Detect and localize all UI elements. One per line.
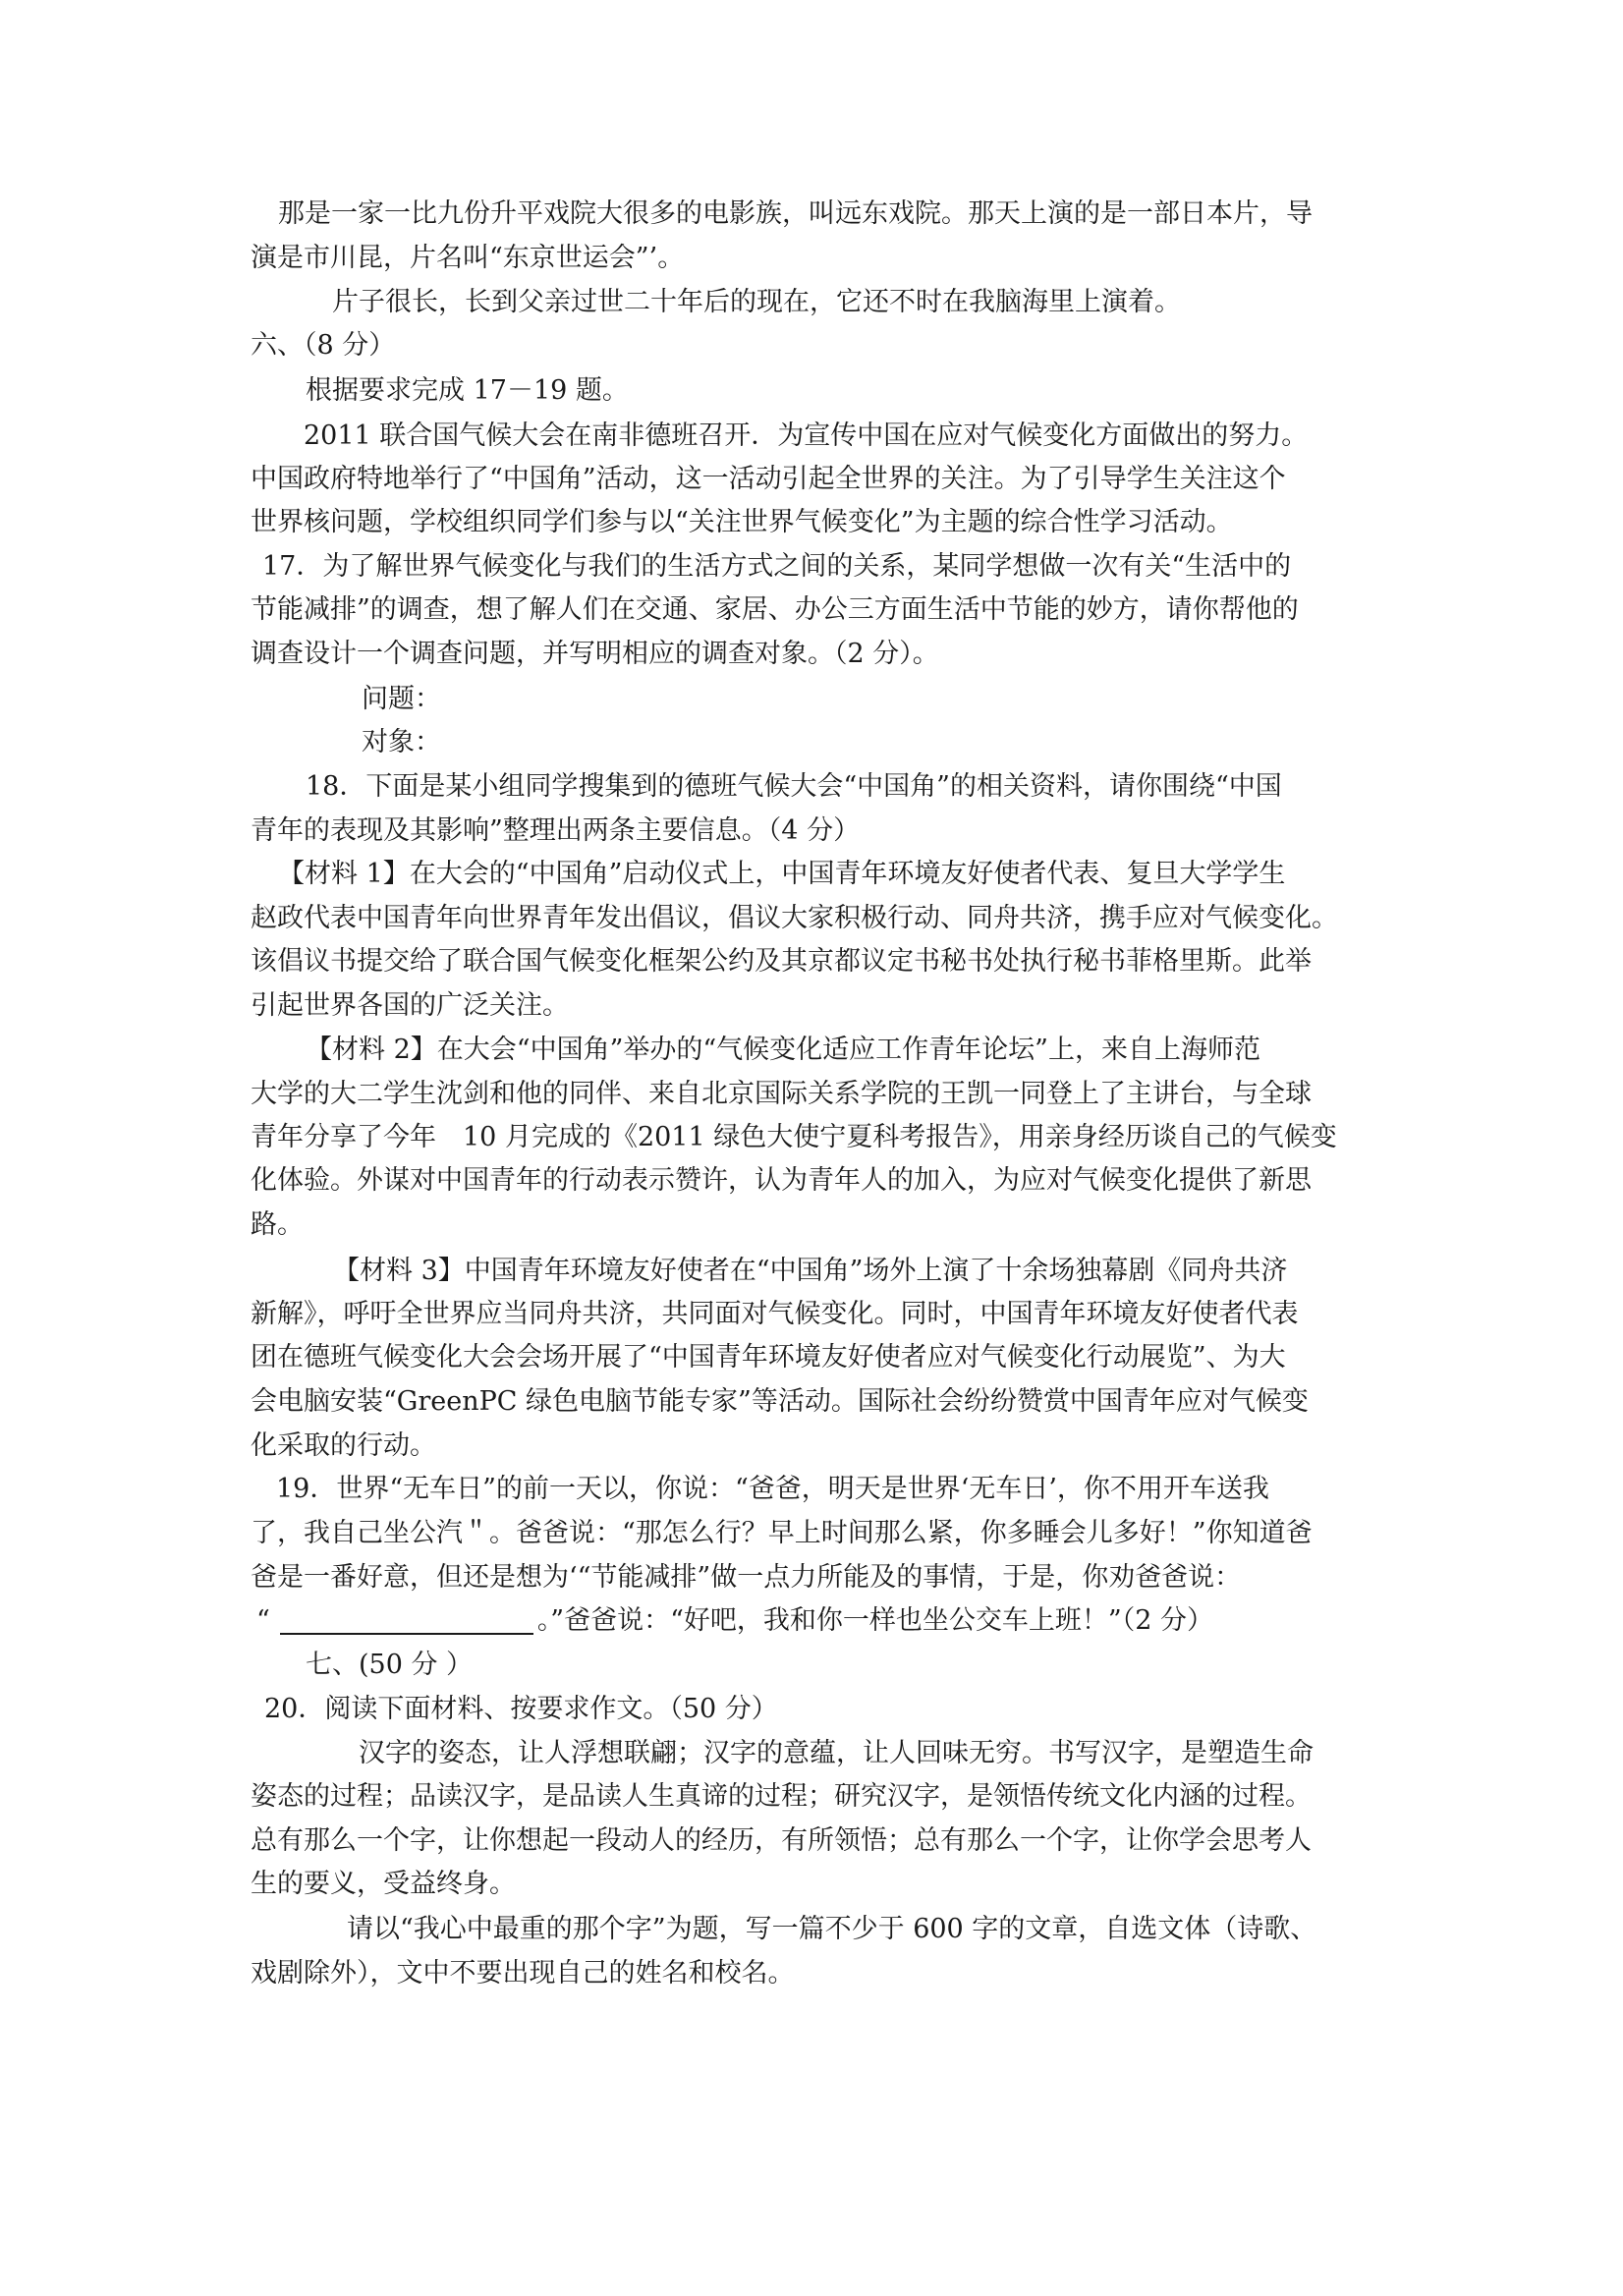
paragraph-line: 大学的大二学生沈剑和他的同伴、来自北京国际关系学院的王凯一同登上了主讲台，与全球 (251, 1079, 1312, 1109)
paragraph-line: 团在德班气候变化大会会场开展了“中国青年环境友好使者应对气候变化行动展览”、为大 (251, 1342, 1286, 1372)
paragraph-line: 演是市川昆，片名叫“东京世运会”’。 (251, 243, 685, 273)
open-quote: “ (256, 1605, 270, 1636)
paragraph-line: 生的要义，受益终身。 (251, 1869, 516, 1899)
question-20: 20．阅读下面材料、按要求作文。（50 分） (264, 1694, 778, 1724)
paragraph-line: 片子很长，长到父亲过世二十年后的现在，它还不时在我脑海里上演着。 (332, 287, 1181, 317)
paragraph-line: 那是一家一比九份升平戏院大很多的电影族，叫远东戏院。那天上演的是一部日本片，导 (278, 198, 1313, 229)
paragraph-line: 总有那么一个字，让你想起一段动人的经历，有所领悟；总有那么一个字，让你学会思考人 (251, 1825, 1312, 1856)
material-3: 【材料 3】中国青年环境友好使者在“中国角”场外上演了十余场独幕剧《同舟共济 (333, 1256, 1288, 1286)
paragraph-line: 赵政代表中国青年向世界青年发出倡议，倡议大家积极行动、同舟共济，携手应对气候变化。 (251, 903, 1338, 933)
paragraph-line: 化体验。外谋对中国青年的行动表示赞许，认为青年人的加入，为应对气候变化提供了新思 (251, 1165, 1312, 1196)
question-17: 17．为了解世界气候变化与我们的生活方式之间的关系，某同学想做一次有关“生活中的 (262, 551, 1292, 582)
paragraph-line: 该倡议书提交给了联合国气候变化框架公约及其京都议定书秘书处执行秘书菲格里斯。此举 (251, 946, 1312, 977)
paragraph-line: 爸是一番好意，但还是想为‘“节能减排”做一点力所能及的事情，于是，你劝爸爸说： (251, 1562, 1242, 1593)
section-heading: 六、（8 分） (251, 330, 396, 361)
answer-label-object: 对象： (362, 727, 441, 757)
paragraph-line: 新解》，呼吁全世界应当同舟共济，共同面对气候变化。同时，中国青年环境友好使者代表 (251, 1299, 1299, 1329)
material-1: 【材料 1】在大会的“中国角”启动仪式上，中国青年环境友好使者代表、复旦大学学生 (278, 859, 1286, 889)
paragraph-line: 了，我自己坐公汽＂。爸爸说：“那怎么行？早上时间那么紧，你多睡会儿多好！”你知道爸 (251, 1518, 1313, 1548)
question-19: 19．世界“无车日”的前一天以，你说：“爸爸，明天是世界‘无车日’，你不用开车送我 (276, 1474, 1269, 1504)
paragraph-line: 汉字的姿态，让人浮想联翩；汉字的意蕴，让人回味无穷。书写汉字，是塑造生命 (359, 1738, 1314, 1768)
answer-blank[interactable] (280, 1605, 533, 1635)
paragraph-line: 青年的表现及其影响”整理出两条主要信息。（4 分） (251, 815, 861, 846)
paragraph-line: 2011 联合国气候大会在南非德班召开．为宣传中国在应对气候变化方面做出的努力。 (304, 420, 1309, 451)
material-2: 【材料 2】在大会“中国角”举办的“气候变化适应工作青年论坛”上，来自上海师范 (306, 1035, 1260, 1065)
paragraph-line: 引起世界各国的广泛关注。 (251, 990, 569, 1021)
question-18: 18．下面是某小组同学搜集到的德班气候大会“中国角”的相关资料，请你围绕“中国 (306, 771, 1282, 802)
paragraph-line: 戏剧除外），文中不要出现自己的姓名和校名。 (251, 1958, 795, 1988)
fill-in-line (256, 1601, 1213, 1641)
essay-prompt: 请以“我心中最重的那个字”为题，写一篇不少于 600 字的文章，自选文体（诗歌、 (347, 1914, 1317, 1944)
paragraph-line: 节能减排”的调查，想了解人们在交通、家居、办公三方面生活中节能的妙方，请你帮他的 (251, 594, 1299, 625)
paragraph-line: 青年分享了今年 10 月完成的《2011 绿色大使宁夏科考报告》，用亲身经历谈自己的气候变 (251, 1122, 1337, 1152)
paragraph-line: 路。 (251, 1209, 304, 1240)
paragraph-line: 中国政府特地举行了“中国角”活动，这一活动引起全世界的关注。为了引导学生关注这个 (251, 464, 1286, 494)
instruction-line: 根据要求完成 17－19 题。 (306, 375, 629, 406)
paragraph-line: 世界核问题，学校组织同学们参与以“关注世界气候变化”为主题的综合性学习活动。 (251, 507, 1233, 537)
paragraph-line: 化采取的行动。 (251, 1430, 436, 1461)
paragraph-line: 调查设计一个调查问题，并写明相应的调查对象。（2 分）。 (251, 639, 939, 669)
paragraph-line: 会电脑安装“GreenPC 绿色电脑节能专家”等活动。国际社会纷纷赞赏中国青年应对气候变 (251, 1386, 1309, 1417)
answer-label-question: 问题： (362, 684, 441, 714)
fill-in-tail: 。”爸爸说：“好吧，我和你一样也坐公交车上班！”（2 分） (536, 1605, 1213, 1636)
paragraph-line: 姿态的过程；品读汉字，是品读人生真谛的过程；研究汉字，是领悟传统文化内涵的过程。 (251, 1781, 1312, 1812)
section-heading: 七、(50 分 ） (306, 1650, 474, 1680)
